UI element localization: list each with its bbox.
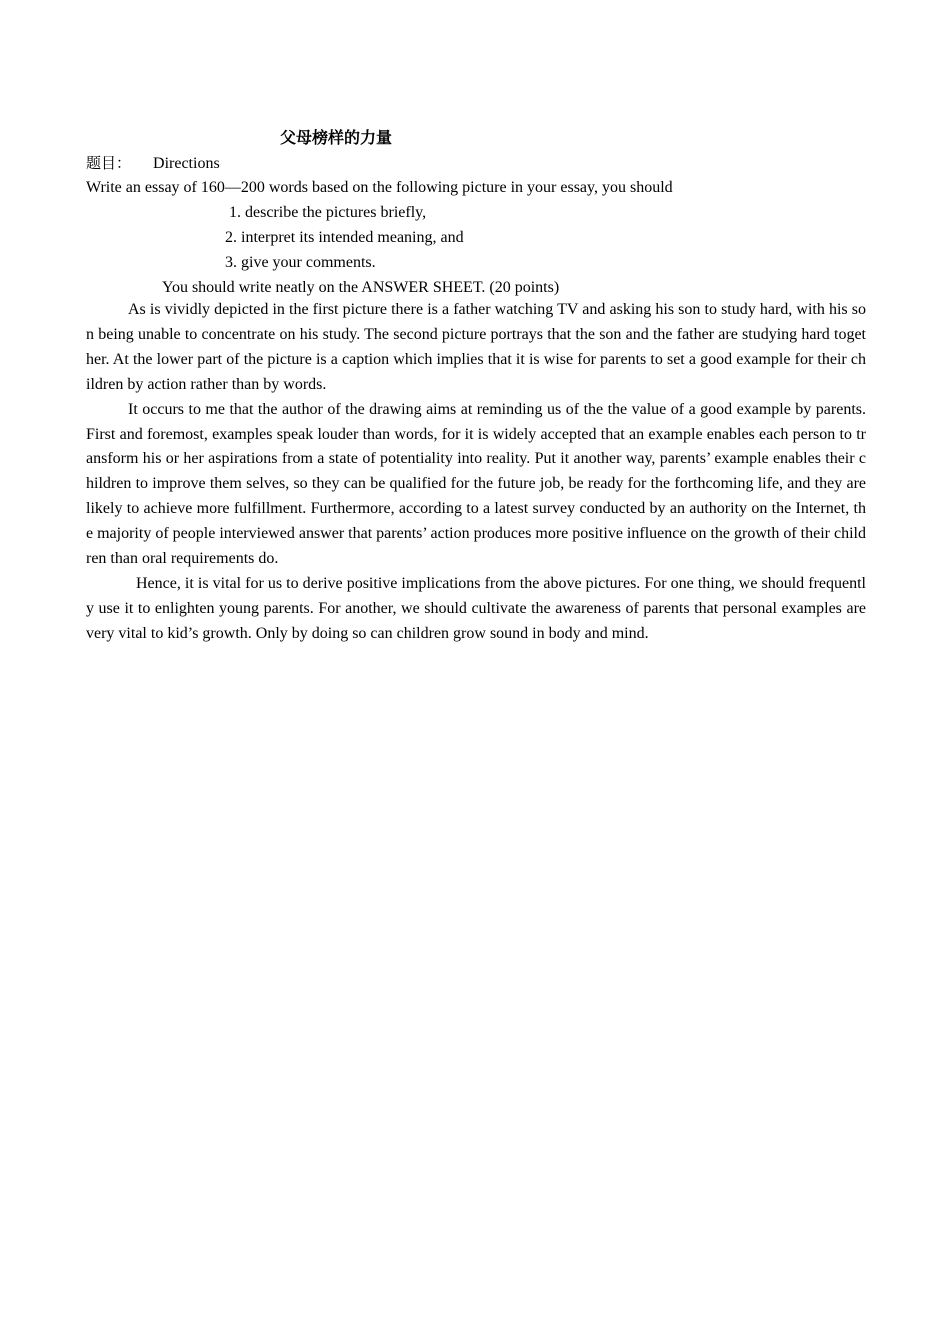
topic-line	[86, 151, 220, 176]
essay-paragraph-3: Hence, it is vital for us to derive positive implications from the above pictures. For one thing, we should frequently use it to enlighten young parents. For another, we should cultivate the awareness of parents that personal examples are very vital to kid’s growth. Only by doing so can children grow sound in body and mind.	[86, 574, 866, 642]
list-item-interpret: 2. interpret its intended meaning, and	[225, 229, 464, 246]
directions-label: Directions	[153, 155, 220, 172]
essay-body	[86, 298, 866, 647]
instruction-text: Write an essay of 160—200 words based on the following picture in your essay, you should	[86, 179, 673, 196]
essay-paragraph-1: As is vividly depicted in the first picture there is a father watching TV and asking his son to study hard, with his son being unable to concentrate on his study. The second picture portrays that the son and the father are studying hard together. At the lower part of the picture is a caption which implies that it is wise for parents to set a good example for their children by action rather than by words.	[86, 301, 866, 393]
list-item-comments: 3. give your comments.	[225, 254, 376, 271]
essay-paragraph-2: It occurs to me that the author of the drawing aims at reminding us of the the value of a good example by parents. First and foremost, examples speak louder than words, for it is widely accepted that an example enables each person to transform his or her aspirations from a state of potentiality into reality. Put it another way, parents’ example enables their children to improve them selves, so they can be qualified for the future job, be ready for the forthcoming life, and they are likely to achieve more fulfillment. Furthermore, according to a latest survey conducted by an authority on the Internet, the majority of people interviewed answer that parents’ action produces more positive influence on the growth of their children than oral requirements do.	[86, 400, 866, 568]
answer-sheet-note: You should write neatly on the ANSWER SHEET. (20 points)	[162, 279, 560, 296]
topic-label: 题目：	[86, 154, 132, 172]
list-item-describe: 1. describe the pictures briefly,	[229, 204, 427, 221]
essay-title: 父母榜样的力量	[280, 128, 393, 147]
